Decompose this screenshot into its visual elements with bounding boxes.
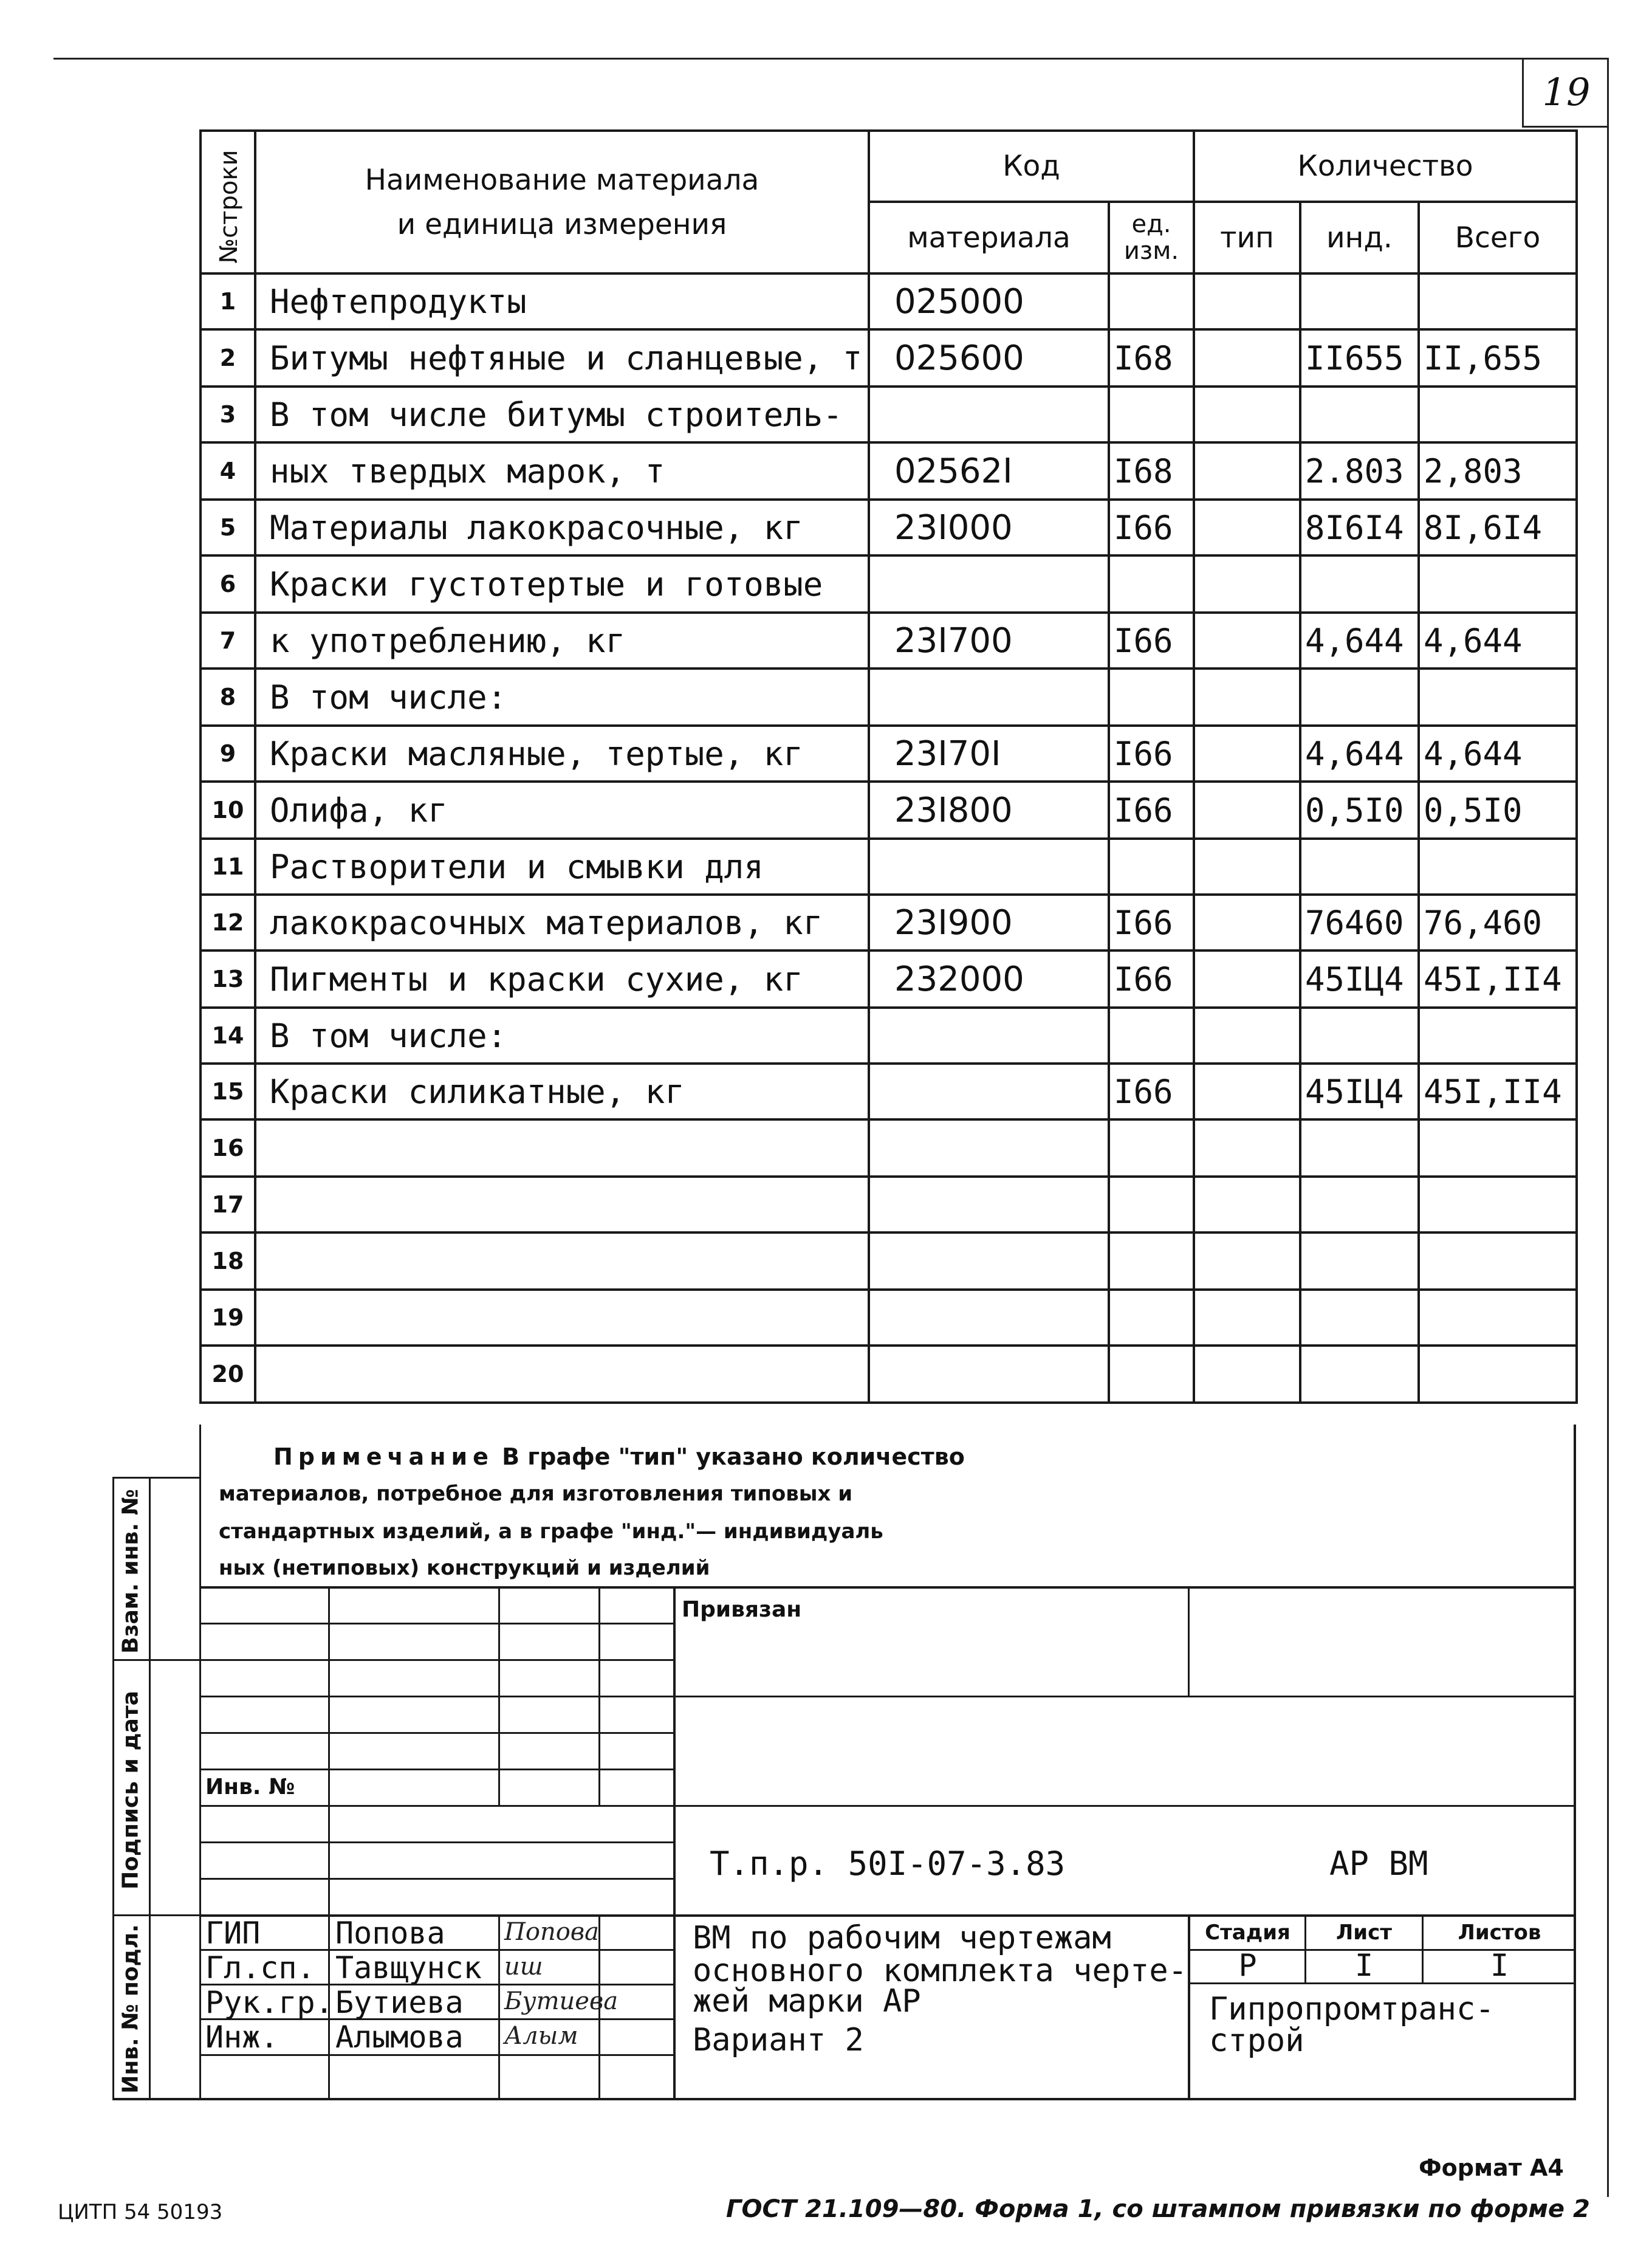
row-number: 3 bbox=[201, 387, 255, 442]
stamp-signature: Алым bbox=[504, 2022, 578, 2050]
material-code bbox=[869, 1008, 1109, 1064]
table-row bbox=[201, 555, 1577, 613]
row-number: 5 bbox=[201, 500, 255, 555]
unit-code: I66 bbox=[1109, 726, 1194, 782]
material-code bbox=[869, 1346, 1109, 1403]
stamp-vline bbox=[673, 1586, 676, 2100]
materials-table bbox=[199, 129, 1578, 1404]
material-name: Краски масляные, тертые, кг bbox=[255, 726, 869, 782]
stage-label: Стадия bbox=[1205, 1920, 1290, 1945]
material-code: 02562I bbox=[869, 442, 1109, 500]
stamp-signature: Попова bbox=[504, 1918, 599, 1946]
material-code: 23I70I bbox=[869, 726, 1109, 782]
material-name: Растворители и смывки для bbox=[255, 839, 869, 895]
table-row bbox=[201, 273, 1577, 329]
material-name: В том числе битумы строитель- bbox=[255, 387, 869, 442]
row-number: 1 bbox=[201, 273, 255, 329]
material-name: ных твердых марок, т bbox=[255, 442, 869, 500]
table-row bbox=[201, 1008, 1577, 1064]
row-number: 11 bbox=[201, 839, 255, 895]
qty-total bbox=[1419, 839, 1577, 895]
row-number: 7 bbox=[201, 613, 255, 669]
row-number: 13 bbox=[201, 951, 255, 1008]
qty-total: 4,644 bbox=[1419, 726, 1577, 782]
unit-code bbox=[1109, 1346, 1194, 1403]
qty-type bbox=[1194, 1119, 1300, 1177]
table-row bbox=[201, 951, 1577, 1008]
qty-type bbox=[1194, 726, 1300, 782]
stamp-vline bbox=[1188, 1914, 1190, 2100]
qty-total: 76,460 bbox=[1419, 895, 1577, 951]
qty-total bbox=[1419, 1232, 1577, 1290]
stamp-hline bbox=[199, 1659, 673, 1661]
organization: Гипропромтранс- строй bbox=[1209, 1991, 1495, 2059]
unit-code bbox=[1109, 1232, 1194, 1290]
unit-code: I66 bbox=[1109, 895, 1194, 951]
stamp-signature: Бутиева bbox=[504, 1987, 619, 2015]
row-number: 15 bbox=[201, 1064, 255, 1119]
stamp-hline bbox=[199, 1769, 673, 1770]
material-code bbox=[869, 669, 1109, 726]
material-code bbox=[869, 555, 1109, 613]
stamp-vline bbox=[598, 1586, 600, 1805]
stamp-hline bbox=[199, 1623, 673, 1624]
format-label: Формат А4 bbox=[1419, 2154, 1564, 2181]
note-line-2: материалов, потребное для изготовления типовых и bbox=[219, 1482, 853, 1506]
material-name: Нефтепродукты bbox=[255, 273, 869, 329]
qty-type bbox=[1194, 500, 1300, 555]
material-name: В том числе: bbox=[255, 669, 869, 726]
qty-type bbox=[1194, 613, 1300, 669]
strip-div-2 bbox=[112, 1914, 199, 1916]
header-qty-type: тип bbox=[1194, 202, 1300, 273]
stamp-role: Рук.гр. bbox=[205, 1985, 334, 2020]
qty-ind: 8I6I4 bbox=[1300, 500, 1419, 555]
material-name: Олифа, кг bbox=[255, 782, 869, 839]
table-row bbox=[201, 782, 1577, 839]
qty-total: 45I,II4 bbox=[1419, 1064, 1577, 1119]
qty-total bbox=[1419, 669, 1577, 726]
doc-code: Т.п.р. 50I-07-3.83 bbox=[710, 1844, 1066, 1883]
right-border bbox=[1574, 1425, 1576, 2100]
label-vzam-inv: Взам. инв. № bbox=[118, 1489, 143, 1654]
material-name: Краски густотертые и готовые bbox=[255, 555, 869, 613]
unit-code: I68 bbox=[1109, 329, 1194, 387]
stamp-hline bbox=[199, 1732, 673, 1734]
stamp-role: Инж. bbox=[205, 2020, 279, 2055]
table-row bbox=[201, 1346, 1577, 1403]
qty-ind bbox=[1300, 387, 1419, 442]
stamp-vline bbox=[1188, 1586, 1190, 1696]
qty-type bbox=[1194, 1008, 1300, 1064]
inv-no-label: Инв. № bbox=[205, 1775, 295, 1800]
table-row bbox=[201, 500, 1577, 555]
qty-total: 4,644 bbox=[1419, 613, 1577, 669]
table-row bbox=[201, 669, 1577, 726]
qty-total: II,655 bbox=[1419, 329, 1577, 387]
material-code bbox=[869, 1290, 1109, 1346]
material-name bbox=[255, 1346, 869, 1403]
qty-type bbox=[1194, 555, 1300, 613]
qty-type bbox=[1194, 387, 1300, 442]
qty-ind: 2.803 bbox=[1300, 442, 1419, 500]
table-row bbox=[201, 1064, 1577, 1119]
material-code bbox=[869, 387, 1109, 442]
qty-type bbox=[1194, 1064, 1300, 1119]
qty-type bbox=[1194, 669, 1300, 726]
qty-type bbox=[1194, 782, 1300, 839]
unit-code bbox=[1109, 387, 1194, 442]
qty-ind bbox=[1300, 1346, 1419, 1403]
qty-ind: 4,644 bbox=[1300, 613, 1419, 669]
material-name bbox=[255, 1232, 869, 1290]
header-qty-total: Всего bbox=[1419, 202, 1577, 273]
qty-ind: 76460 bbox=[1300, 895, 1419, 951]
unit-code bbox=[1109, 1290, 1194, 1346]
material-name: Краски силикатные, кг bbox=[255, 1064, 869, 1119]
qty-ind bbox=[1300, 1290, 1419, 1346]
material-name: Пигменты и краски сухие, кг bbox=[255, 951, 869, 1008]
qty-ind bbox=[1300, 1177, 1419, 1232]
material-name: Материалы лакокрасочные, кг bbox=[255, 500, 869, 555]
material-code: 232000 bbox=[869, 951, 1109, 1008]
strip-left-line bbox=[112, 1477, 114, 2100]
unit-code bbox=[1109, 839, 1194, 895]
stamp-person-name: Алымова bbox=[335, 2020, 464, 2055]
header-code-unit: ед. изм. bbox=[1109, 202, 1194, 273]
qty-type bbox=[1194, 1346, 1300, 1403]
qty-ind bbox=[1300, 839, 1419, 895]
citp-code: ЦИТП 54 50193 bbox=[58, 2200, 223, 2224]
material-code: 23I900 bbox=[869, 895, 1109, 951]
stamp-title: ВМ по рабочим чертежам основного комплекта черте- жей марки АР Вариант 2 bbox=[693, 1920, 1187, 2058]
stamp-hline bbox=[199, 1841, 673, 1843]
qty-ind: 0,5I0 bbox=[1300, 782, 1419, 839]
header-code: Код bbox=[869, 131, 1194, 202]
material-code bbox=[869, 1119, 1109, 1177]
material-code: 025000 bbox=[869, 273, 1109, 329]
qty-total bbox=[1419, 1008, 1577, 1064]
table-row bbox=[201, 1119, 1577, 1177]
row-number: 18 bbox=[201, 1232, 255, 1290]
qty-type bbox=[1194, 895, 1300, 951]
stamp-bottom-line bbox=[112, 2098, 1576, 2100]
label-inv-podl: Инв. № подл. bbox=[118, 1924, 143, 2094]
qty-ind: 45IЦ4 bbox=[1300, 1064, 1419, 1119]
page-number: 19 bbox=[1522, 58, 1609, 128]
header-quantity: Количество bbox=[1194, 131, 1577, 202]
unit-code bbox=[1109, 1177, 1194, 1232]
stage-value: Р bbox=[1238, 1948, 1257, 1983]
sheets-label: Листов bbox=[1458, 1920, 1541, 1945]
qty-total bbox=[1419, 1346, 1577, 1403]
table-row bbox=[201, 1232, 1577, 1290]
row-number: 17 bbox=[201, 1177, 255, 1232]
qty-ind bbox=[1300, 669, 1419, 726]
stamp-signature: иш bbox=[504, 1953, 543, 1981]
qty-type bbox=[1194, 839, 1300, 895]
qty-ind bbox=[1300, 1008, 1419, 1064]
qty-type bbox=[1194, 442, 1300, 500]
table-row bbox=[201, 1290, 1577, 1346]
qty-type bbox=[1194, 951, 1300, 1008]
stamp-hline bbox=[199, 1805, 1575, 1807]
material-code bbox=[869, 839, 1109, 895]
table-row bbox=[201, 387, 1577, 442]
qty-ind bbox=[1300, 273, 1419, 329]
qty-ind bbox=[1300, 1119, 1419, 1177]
stamp-hline bbox=[199, 1696, 1575, 1697]
header-code-material: материала bbox=[869, 202, 1109, 273]
stamp-role: Гл.сп. bbox=[205, 1950, 315, 1985]
material-name bbox=[255, 1177, 869, 1232]
unit-code bbox=[1109, 669, 1194, 726]
qty-type bbox=[1194, 273, 1300, 329]
table-row bbox=[201, 1177, 1577, 1232]
unit-code bbox=[1109, 1119, 1194, 1177]
stamp-vline bbox=[328, 1586, 330, 2100]
row-number: 16 bbox=[201, 1119, 255, 1177]
qty-ind bbox=[1300, 1232, 1419, 1290]
qty-total bbox=[1419, 1290, 1577, 1346]
qty-total bbox=[1419, 387, 1577, 442]
row-number: 2 bbox=[201, 329, 255, 387]
qty-type bbox=[1194, 1290, 1300, 1346]
unit-code: I66 bbox=[1109, 500, 1194, 555]
material-code: 23I000 bbox=[869, 500, 1109, 555]
unit-code: I66 bbox=[1109, 613, 1194, 669]
qty-total: 45I,II4 bbox=[1419, 951, 1577, 1008]
qty-total bbox=[1419, 555, 1577, 613]
row-number: 12 bbox=[201, 895, 255, 951]
row-number: 4 bbox=[201, 442, 255, 500]
row-number: 6 bbox=[201, 555, 255, 613]
stamp-vline bbox=[498, 1914, 500, 2100]
unit-code: I66 bbox=[1109, 951, 1194, 1008]
unit-code bbox=[1109, 1008, 1194, 1064]
qty-total: 2,803 bbox=[1419, 442, 1577, 500]
qty-total bbox=[1419, 273, 1577, 329]
material-code: 23I800 bbox=[869, 782, 1109, 839]
row-number: 20 bbox=[201, 1346, 255, 1403]
material-name: к употреблению, кг bbox=[255, 613, 869, 669]
note-line-4: ных (нетиповых) конструкций и изделий bbox=[219, 1556, 710, 1580]
table-row bbox=[201, 895, 1577, 951]
sheet-value: I bbox=[1354, 1948, 1374, 1983]
qty-type bbox=[1194, 1232, 1300, 1290]
qty-total bbox=[1419, 1119, 1577, 1177]
row-number: 9 bbox=[201, 726, 255, 782]
material-name bbox=[255, 1119, 869, 1177]
material-code: 23I700 bbox=[869, 613, 1109, 669]
header-name: Наименование материала и единица измерения bbox=[255, 131, 869, 273]
unit-code: I66 bbox=[1109, 782, 1194, 839]
label-podpis-data: Подпись и дата bbox=[118, 1691, 143, 1889]
stamp-role: ГИП bbox=[205, 1916, 261, 1951]
qty-total: 8I,6I4 bbox=[1419, 500, 1577, 555]
table-row bbox=[201, 613, 1577, 669]
unit-code: I66 bbox=[1109, 1064, 1194, 1119]
header-qty-ind: инд. bbox=[1300, 202, 1419, 273]
note-line-1: Примечание В графе "тип" указано количество bbox=[273, 1443, 965, 1470]
table-row bbox=[201, 329, 1577, 387]
doc-mark: АР ВМ bbox=[1329, 1844, 1428, 1883]
table-row bbox=[201, 839, 1577, 895]
qty-total: 0,5I0 bbox=[1419, 782, 1577, 839]
row-number: 14 bbox=[201, 1008, 255, 1064]
privyazan-label: Привязан bbox=[682, 1597, 802, 1622]
stamp-person-name: Попова bbox=[335, 1916, 445, 1951]
note-line-3: стандартных изделий, а в графе "инд."— индивидуаль bbox=[219, 1519, 883, 1544]
row-number: 19 bbox=[201, 1290, 255, 1346]
qty-ind: 45IЦ4 bbox=[1300, 951, 1419, 1008]
unit-code: I68 bbox=[1109, 442, 1194, 500]
table-row bbox=[201, 442, 1577, 500]
material-name: лакокрасочных материалов, кг bbox=[255, 895, 869, 951]
stamp-top bbox=[199, 1586, 1575, 1589]
unit-code bbox=[1109, 273, 1194, 329]
material-name: В том числе: bbox=[255, 1008, 869, 1064]
sheet-label: Лист bbox=[1336, 1920, 1392, 1945]
strip-top-line bbox=[112, 1477, 199, 1479]
material-code: 025600 bbox=[869, 329, 1109, 387]
material-code bbox=[869, 1064, 1109, 1119]
material-code bbox=[869, 1232, 1109, 1290]
material-code bbox=[869, 1177, 1109, 1232]
qty-ind bbox=[1300, 555, 1419, 613]
sheets-value: I bbox=[1490, 1948, 1509, 1983]
strip-right-line bbox=[149, 1477, 151, 2100]
stamp-person-name: Тавщунск bbox=[335, 1950, 482, 1985]
qty-ind: II655 bbox=[1300, 329, 1419, 387]
qty-type bbox=[1194, 1177, 1300, 1232]
table-row bbox=[201, 726, 1577, 782]
material-name bbox=[255, 1290, 869, 1346]
unit-code bbox=[1109, 555, 1194, 613]
qty-ind: 4,644 bbox=[1300, 726, 1419, 782]
left-border bbox=[199, 1425, 201, 2100]
stamp-vline bbox=[498, 1586, 500, 1805]
row-number: 10 bbox=[201, 782, 255, 839]
qty-type bbox=[1194, 329, 1300, 387]
gost-footer: ГОСТ 21.109—80. Форма 1, со штампом привязки по форме 2 bbox=[726, 2195, 1590, 2223]
header-row-no: №строки bbox=[201, 131, 255, 273]
stamp-person-name: Бутиева bbox=[335, 1985, 464, 2020]
material-name: Битумы нефтяные и сланцевые, т bbox=[255, 329, 869, 387]
stamp-hline bbox=[199, 1878, 673, 1880]
qty-total bbox=[1419, 1177, 1577, 1232]
row-number: 8 bbox=[201, 669, 255, 726]
